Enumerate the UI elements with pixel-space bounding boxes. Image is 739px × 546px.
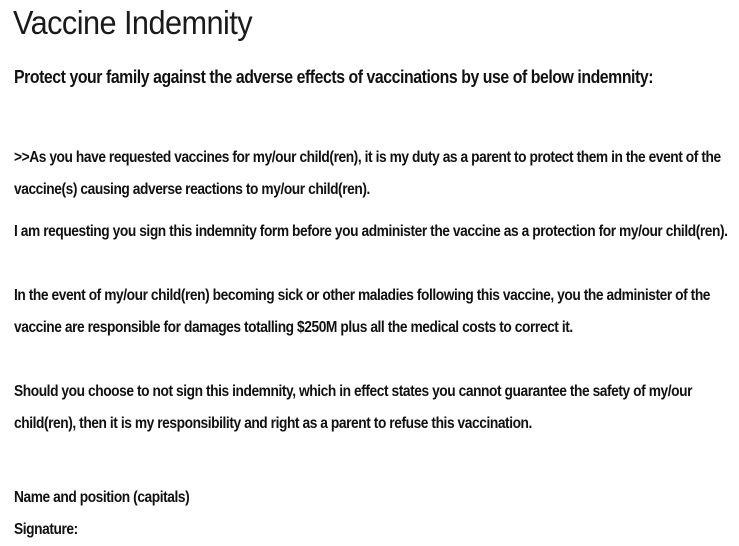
paragraph-request: I am requesting you sign this indemnity form before you administer the vaccine as a protection for my/our child(ren). <box>14 223 728 240</box>
paragraph-damages: In the event of my/our child(ren) becoming sick or other maladies following this vaccine, you the administer of the vaccine are responsible for damages totalling $250M plus all the medical costs to correct it. <box>14 287 711 336</box>
signature-label: Signature: <box>14 521 78 538</box>
paragraph-refusal: Should you choose to not sign this indemnity, which in effect states you cannot guarantee the safety of my/our child(ren), then it is my responsibility and right as a parent to refuse this vaccination. <box>14 383 692 432</box>
page-title: Vaccine Indemnity <box>13 4 253 41</box>
name-position-label: Name and position (capitals) <box>14 489 190 506</box>
intro-heading: Protect your family against the adverse effects of vaccinations by use of below indemnity: <box>14 67 654 87</box>
paragraph-duty: >>As you have requested vaccines for my/our child(ren), it is my duty as a parent to protect them in the event of the vaccine(s) causing adverse reactions to my/our child(ren). <box>14 149 721 198</box>
